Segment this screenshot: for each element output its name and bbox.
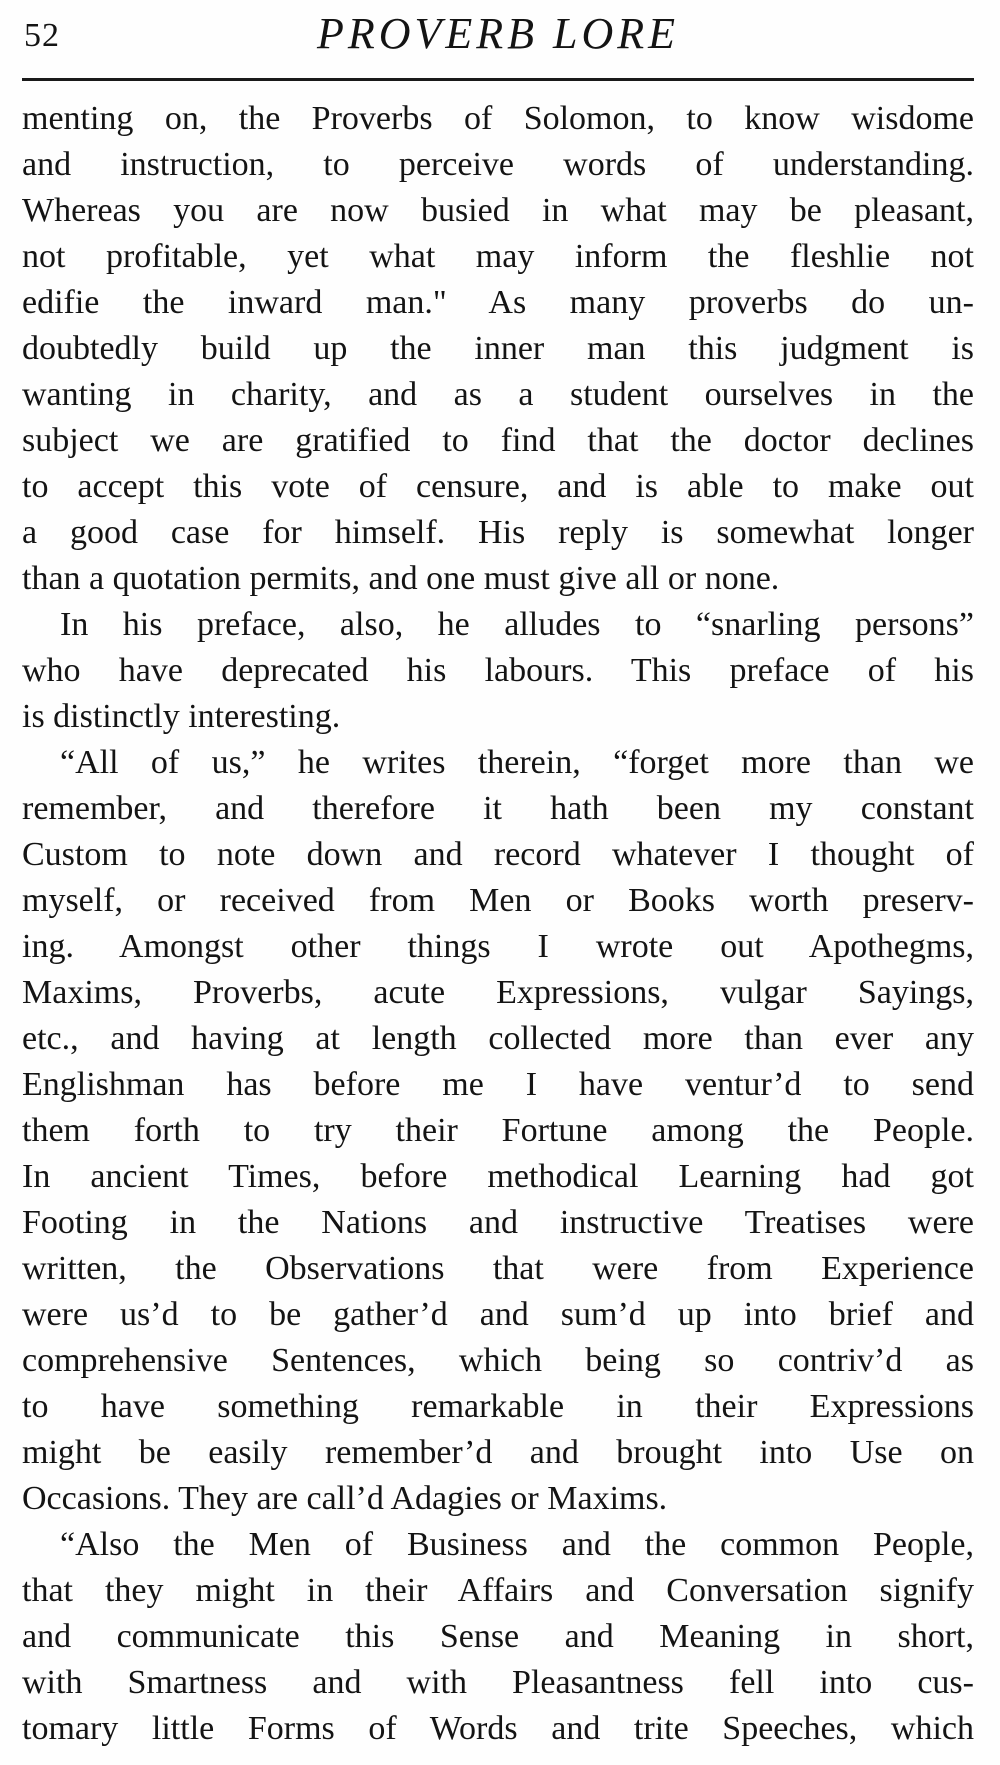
text-line: Occasions. They are call’d Adagies or Maxims.	[22, 1480, 668, 1517]
body-text	[22, 96, 974, 1752]
running-title: PROVERB LORE	[316, 9, 680, 58]
page-number: 52	[24, 17, 60, 54]
header-rule	[22, 78, 974, 81]
text-line: to accept this vote of censure, and is able to make out	[22, 468, 974, 505]
text-line: who have deprecated his labours. This preface of his	[22, 652, 974, 689]
text-line: with Smartness and with Pleasantness fell into cus-	[22, 1664, 974, 1701]
text-line: wanting in charity, and as a student ourselves in the	[22, 376, 974, 413]
text-line: Whereas you are now busied in what may be pleasant,	[22, 192, 974, 229]
paragraph-start-line: “Also the Men of Business and the common People,	[60, 1526, 974, 1563]
text-line: is distinctly interesting.	[22, 698, 341, 735]
text-line: comprehensive Sentences, which being so contriv’d as	[22, 1342, 974, 1379]
text-line: etc., and having at length collected more than ever any	[22, 1020, 974, 1057]
text-line: Englishman has before me I have ventur’d to send	[22, 1066, 974, 1103]
text-line: that they might in their Affairs and Conversation signify	[22, 1572, 974, 1609]
text-line: Footing in the Nations and instructive Treatises were	[22, 1204, 974, 1241]
running-head	[22, 0, 974, 72]
text-line: menting on, the Proverbs of Solomon, to know wisdome	[22, 100, 974, 137]
text-line: a good case for himself. His reply is somewhat longer	[22, 514, 974, 551]
text-line: to have something remarkable in their Expressions	[22, 1388, 974, 1425]
text-line: subject we are gratified to find that the doctor declines	[22, 422, 974, 459]
text-line: Maxims, Proverbs, acute Expressions, vulgar Sayings,	[22, 974, 974, 1011]
text-line: myself, or received from Men or Books worth preserv-	[22, 882, 974, 919]
text-line: tomary little Forms of Words and trite Speeches, which	[22, 1710, 974, 1747]
text-line: edifie the inward man." As many proverbs do un-	[22, 284, 974, 321]
text-line: doubtedly build up the inner man this judgment is	[22, 330, 974, 367]
text-line: and communicate this Sense and Meaning in short,	[22, 1618, 974, 1655]
text-line: than a quotation permits, and one must give all or none.	[22, 560, 780, 597]
paragraph-start-line: “All of us,” he writes therein, “forget more than we	[60, 744, 974, 781]
text-line: might be easily remember’d and brought into Use on	[22, 1434, 974, 1471]
text-line: In ancient Times, before methodical Learning had got	[22, 1158, 974, 1195]
text-line: Custom to note down and record whatever I thought of	[22, 836, 974, 873]
text-line: were us’d to be gather’d and sum’d up into brief and	[22, 1296, 974, 1333]
text-line: ing. Amongst other things I wrote out Apothegms,	[22, 928, 974, 965]
text-line: written, the Observations that were from Experience	[22, 1250, 974, 1287]
text-line: not profitable, yet what may inform the fleshlie not	[22, 238, 974, 275]
paragraph-start-line: In his preface, also, he alludes to “snarling persons”	[60, 606, 974, 643]
text-line: remember, and therefore it hath been my constant	[22, 790, 974, 827]
text-line: them forth to try their Fortune among the People.	[22, 1112, 974, 1149]
text-line: and instruction, to perceive words of understanding.	[22, 146, 974, 183]
